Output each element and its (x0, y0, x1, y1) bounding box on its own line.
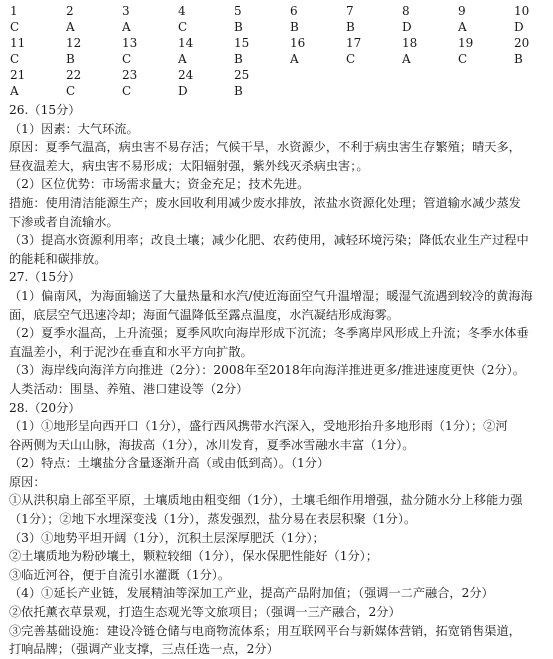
text-line: 昼夜温差大，病虫害不易形成；太阳辐射强，紫外线灭杀病虫害；。 (9, 158, 369, 173)
answer-letter: D (402, 20, 412, 34)
question-number: 20 (514, 36, 530, 50)
question-number: 14 (178, 36, 194, 50)
answer-letter: B (290, 20, 299, 34)
answer-letter: B (66, 52, 75, 66)
question-number: 24 (178, 68, 194, 82)
q26-heading: 26.（15分） (9, 103, 81, 117)
question-number: 8 (402, 4, 410, 18)
text-line: ③临近河谷，便于自流引水灌溉（1分）。 (9, 567, 231, 582)
text-line: （3）海岸线向海洋方向推进（2分）：2008年至2018年向海洋推进更多/推进速度更快（2分）。 (9, 363, 525, 378)
text-line: （2）区位优势：市场需求量大；资金充足；技术先进。 (9, 177, 310, 192)
question-number: 25 (234, 68, 250, 82)
text-line: 谷两侧为天山山脉，海拔高（1分），冰川发育，夏季冰雪融水丰富（1分）。 (9, 437, 415, 452)
q27-heading: 27.（15分） (9, 270, 81, 285)
question-number: 23 (122, 68, 138, 82)
text-line: （1）偏南风，为海面输送了大量热量和水汽/使近海面空气升温增湿；暖湿气流遇到较冷的黄海海 (9, 288, 533, 303)
question-number: 22 (66, 68, 82, 82)
question-number: 17 (346, 36, 362, 50)
answer-letter: B (234, 52, 243, 66)
answer-letter: A (402, 52, 411, 66)
question-number: 19 (458, 36, 474, 50)
answer-letter: A (290, 52, 299, 66)
answer-letter: D (178, 84, 188, 98)
question-number: 9 (458, 4, 466, 18)
question-number: 11 (10, 36, 26, 50)
answer-letter: C (458, 52, 468, 66)
question-number: 2 (66, 4, 74, 18)
answer-letter: C (122, 84, 132, 98)
question-number: 18 (402, 36, 418, 50)
answer-letter: A (458, 20, 467, 34)
answer-letter: C (10, 20, 20, 34)
text-line: 面，底层空气迅速冷却；海面气温降低至露点温度，水汽凝结形成海雾。 (9, 307, 399, 322)
answer-letter: C (66, 84, 76, 98)
answer-letter: D (514, 20, 524, 34)
text-line: 下渗或者自流输水。 (9, 214, 119, 229)
text-line: 原因：夏季气温高，病虫害不易存活；气候干旱，水资源少，不利于病虫害生存繁殖；晴天多， (9, 140, 521, 155)
question-number: 16 (290, 36, 306, 50)
question-number: 3 (122, 4, 130, 18)
question-number: 7 (346, 4, 354, 18)
answer-explanations (9, 101, 533, 659)
answer-letter: A (66, 20, 75, 34)
text-line: ②土壤质地为粉砂壤土，颗粒较细（1分），保水保肥性能好（1分）； (9, 549, 378, 564)
text-line: （2）特点：土壤盐分含量逐渐升高（或由低到高）。（1分） (9, 456, 330, 471)
answer-letter: A (122, 20, 131, 34)
text-line: 打响品牌；（强调产业支撑，三点任选一点，2分） (9, 642, 279, 657)
text-line: （1）因素：大气环流。 (9, 121, 139, 136)
answer-table (9, 3, 530, 99)
text-line: （3）①地势平坦开阔（1分），沉积土层深厚肥沃（1分）； (9, 530, 325, 545)
text-line: 的能耗和碳排放。 (9, 251, 107, 266)
text-line: 直温差小，利于泥沙在垂直和水平方向扩散。 (9, 344, 253, 359)
text-line: ③完善基础设施：建设冷链仓储与电商物流体系；用互联网平台与新媒体营销，拓宽销售渠道， (9, 623, 521, 638)
question-number: 10 (514, 4, 530, 18)
answer-letter: C (122, 52, 132, 66)
answer-letter: B (234, 84, 243, 98)
question-number: 1 (10, 4, 18, 18)
text-line: （1）①地形呈向西开口（1分），盛行西风携带水汽深入，受地形抬升多地形雨（1分）；②河 (9, 419, 508, 434)
answer-letter: C (178, 20, 188, 34)
answer-letter: C (10, 52, 20, 66)
question-number: 21 (10, 68, 26, 82)
text-line: 人类活动：围垦、养殖、港口建设等（2分） (9, 381, 249, 396)
answer-letter: A (178, 52, 187, 66)
text-line: 措施：使用清洁能源生产；废水回收利用减少废水排放，浓盐水资源化处理；管道输水减少蒸发 (9, 195, 521, 210)
answer-letter: B (346, 20, 355, 34)
question-number: 6 (290, 4, 298, 18)
question-number: 4 (178, 4, 186, 18)
q28-heading: 28.（20分） (9, 400, 81, 415)
answer-letter: B (234, 20, 243, 34)
question-number: 5 (234, 4, 242, 18)
text-line: （2）夏季水温高，上升流强；夏季风吹向海岸形成下沉流；冬季离岸风形成上升流；冬季水体垂 (9, 326, 529, 341)
text-line: （1分）；②地下水埋深变浅（1分），蒸发强烈，盐分易在表层积聚（1分）。 (9, 512, 417, 527)
answer-letter: B (514, 52, 523, 66)
answer-letter: A (10, 84, 19, 98)
text-line: ②依托薰衣草景观，打造生态观光等文旅项目；（强调一三产融合，2分） (9, 605, 401, 620)
text-line: （4）①延长产业链，发展精油等深加工产业，提高产品附加值；（强调一二产融合，2分） (9, 586, 494, 601)
question-number: 13 (122, 36, 138, 50)
text-line: 原因： (9, 474, 46, 489)
question-number: 12 (66, 36, 82, 50)
answer-letter: C (346, 52, 356, 66)
question-number: 15 (234, 36, 250, 50)
text-line: （3）提高水资源利用率；改良土壤；减少化肥、农药使用，减轻环境污染；降低农业生产过程中 (9, 233, 529, 248)
text-line: ①从洪积扇上部至平原，土壤质地由粗变细（1分），土壤毛细作用增强，盐分随水分上移能力强 (9, 493, 523, 508)
